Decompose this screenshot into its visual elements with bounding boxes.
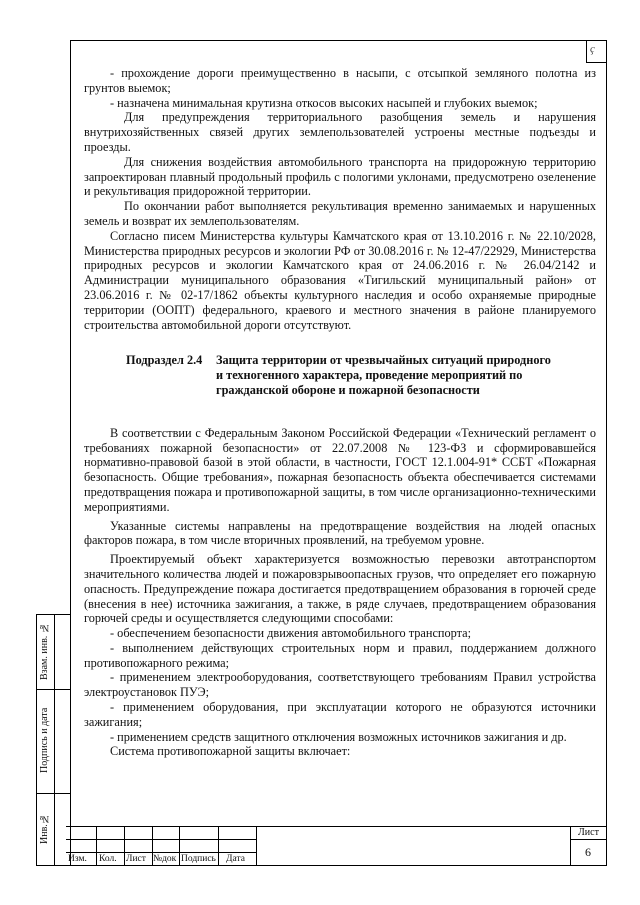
paragraph: В соответствии с Федеральным Законом Российской Федерации «Технический регламент о требованиях пожарной безопасности» от 22.07.2008 № 123-ФЗ и сформировавшейся нормативно-правовой базой в этой области, в частности, ГОСТ 12.1.004-91* ССБТ «Пожарная безопасность. Общие требования», пожарная безопасность объекта обеспечивается системами предотвращения пожара и противопожарной защиты, в том числе организационно-техническими мероприятиями.: [84, 425, 596, 514]
paragraph: - назначена минимальная крутизна откосов высоких насыпей и глубоких выемок;: [110, 95, 538, 110]
section-title: Защита территории от чрезвычайных ситуаций природного и техногенного характера, проведение мероприятий по гражданской обороне и пожарной безопасности: [216, 353, 551, 397]
col-ndok: №док: [153, 854, 177, 864]
paragraph: - применением средств защитного отключения возможных источников зажигания и др.: [110, 729, 567, 744]
paragraph: По окончании работ выполняется рекультивация временно занимаемых и нарушенных земель и возврат их землепользователям.: [84, 199, 596, 228]
paragraph: Согласно писем Министерства культуры Камчатского края от 13.10.2016 г. № 22.10/2028, Министерства природных ресурсов и экологии РФ от 30.08.2016 г. № 12-47/22929, Министерства природных ресурсов и экологии Камчатского края от 24.06.2016 г. № 26.04/2142 и Администрации муниципального образования «Тигильский муниципальный район» от 23.06.2016 г. № 02-17/1862 объекты культурного наследия и особо охраняемые природные территории (ООПТ) федерального, краевого и местного значения в районе планируемого строительства автомобильной дороги отсутствуют.: [84, 228, 596, 332]
side-label-podpis: Подпись и дата: [39, 707, 50, 773]
paragraph: - обеспечением безопасности движения автомобильного транспорта;: [110, 626, 472, 641]
paragraph: Система противопожарной защиты включает:: [110, 744, 351, 759]
side-label-vzam: Взам. инв. №: [39, 622, 50, 680]
col-list: Лист: [126, 854, 146, 864]
section-heading: [84, 353, 596, 397]
col-izm: Изм.: [68, 854, 87, 864]
sheet-label: Лист: [578, 827, 599, 838]
side-label-inv: Инв.№: [39, 813, 50, 845]
col-kol: Кол.: [99, 854, 117, 864]
corner-box: [586, 41, 606, 63]
paragraph: - выполнением действующих строительных норм и правил, поддержанием должного противопожарного режима;: [84, 640, 596, 670]
col-data: Дата: [226, 854, 245, 864]
document-body: [84, 66, 596, 759]
paragraph: - применением электрооборудования, соответствующего требованиям Правил устройства электроустановок ПУЭ;: [84, 670, 596, 700]
page-number: 6: [585, 845, 591, 859]
paragraph: Проектируемый объект характеризуется возможностью перевозки автотранспортом значительного количества людей и пожаровзрывоопасных грузов, что определяет его пожарную опасность. Предупреждение пожара достигается предотвращением образования в горючей среде (внесения в нее) источника зажигания, а также, в ряде случаев, предотвращением образования горючей среды и осуществляется следующими способами:: [84, 552, 596, 626]
paragraph: Указанные системы направлены на предотвращение воздействия на людей опасных факторов пожара, в том числе вторичных проявлений, на требуемом уровне.: [84, 518, 596, 548]
corner-mark: ç: [590, 43, 595, 55]
col-podpis: Подпись: [181, 854, 216, 864]
paragraph: - применением оборудования, при эксплуатации которого не образуются источники зажигания;: [84, 700, 596, 729]
title-block: [66, 826, 607, 866]
section-number: Подраздел 2.4: [126, 353, 203, 368]
paragraphs-before: [84, 66, 596, 332]
paragraph: Для снижения воздействия автомобильного транспорта на придорожную территорию запроектирован плавный продольный профиль с пологими уклонами, предусмотрено озеленение и рекультивация придорожной территории.: [84, 154, 596, 199]
paragraph: Для предупреждения территориального разобщения земель и нарушения внутрихозяйственных связей других землепользователей устроены местные подъезды и проезды.: [84, 110, 596, 154]
paragraphs-after: [84, 426, 596, 760]
paragraph: - прохождение дороги преимущественно в насыпи, с отсыпкой земляного полотна из грунтов выемок;: [84, 66, 596, 95]
